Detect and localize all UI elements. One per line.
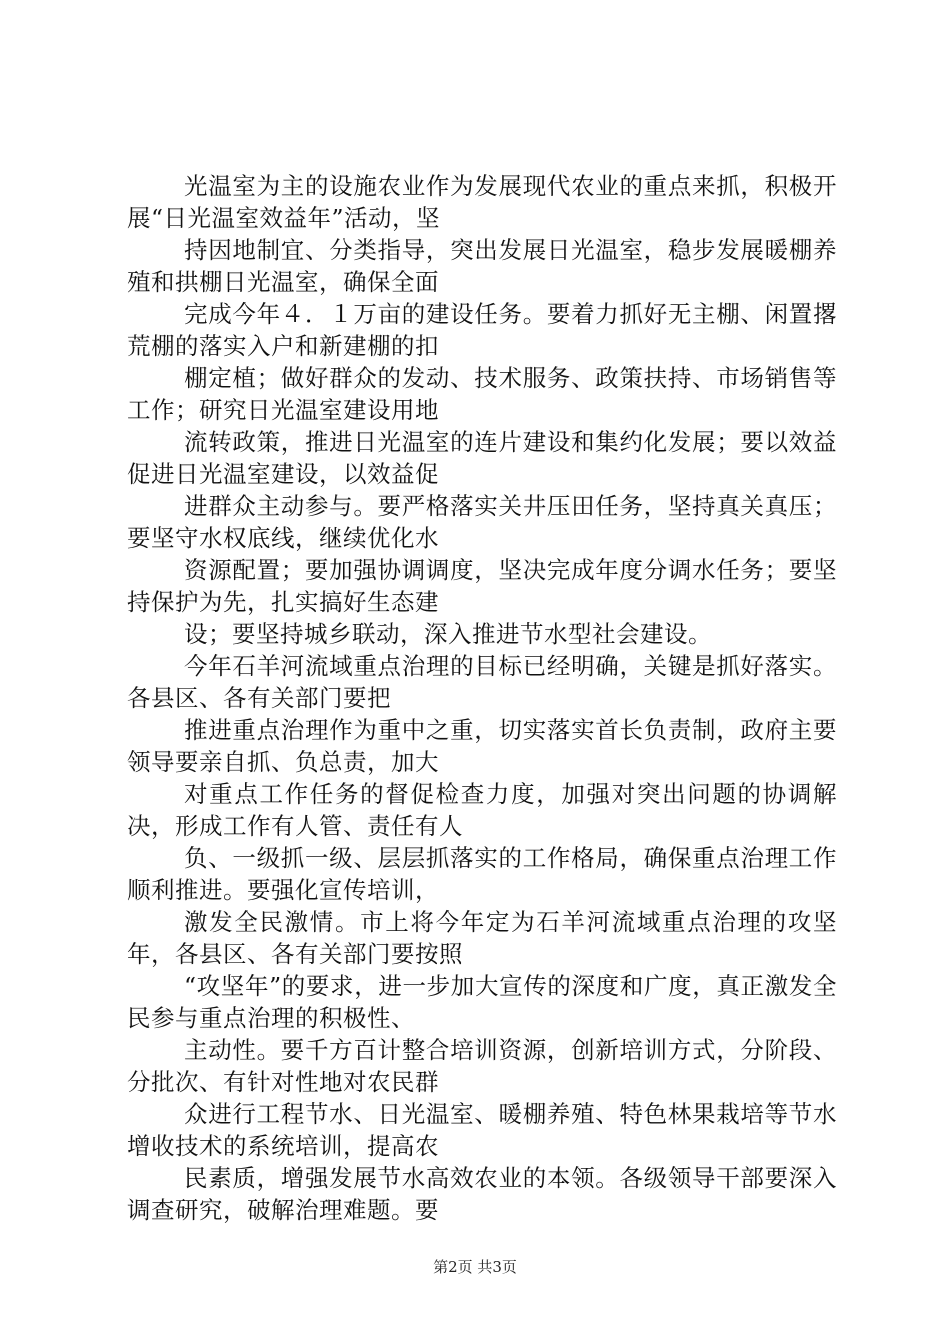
paragraph: 激发全民激情。市上将今年定为石羊河流域重点治理的攻坚年，各县区、各有关部门要按照 [127, 908, 837, 968]
paragraph: 负、一级抓一级、层层抓落实的工作格局，确保重点治理工作顺利推进。要强化宣传培训， [127, 844, 837, 904]
paragraph: 进群众主动参与。要严格落实关井压田任务，坚持真关真压；要坚守水权底线，继续优化水 [127, 492, 837, 552]
paragraph: 众进行工程节水、日光温室、暖棚养殖、特色林果栽培等节水增收技术的系统培训，提高农 [127, 1100, 837, 1160]
page-footer: 第2页 共3页 [433, 1258, 517, 1276]
paragraph: 光温室为主的设施农业作为发展现代农业的重点来抓，积极开展“日光温室效益年”活动，坚 [127, 172, 837, 232]
paragraph: 设；要坚持城乡联动，深入推进节水型社会建设。 [184, 620, 712, 648]
document-body [127, 170, 837, 1226]
paragraph: 流转政策，推进日光温室的连片建设和集约化发展；要以效益促进日光温室建设，以效益促 [127, 428, 837, 488]
paragraph: 完成今年４．１万亩的建设任务。要着力抓好无主棚、闲置撂荒棚的落实入户和新建棚的扣 [127, 300, 837, 360]
paragraph: 资源配置；要加强协调调度，坚决完成年度分调水任务；要坚持保护为先，扎实搞好生态建 [127, 556, 837, 616]
paragraph: 对重点工作任务的督促检查力度，加强对突出问题的协调解决，形成工作有人管、责任有人 [127, 780, 837, 840]
paragraph: 民素质，增强发展节水高效农业的本领。各级领导干部要深入调查研究，破解治理难题。要 [127, 1164, 837, 1224]
paragraph: 棚定植；做好群众的发动、技术服务、政策扶持、市场销售等工作；研究日光温室建设用地 [127, 364, 837, 424]
paragraph: 持因地制宜、分类指导，突出发展日光温室，稳步发展暖棚养殖和拱棚日光温室，确保全面 [127, 236, 837, 296]
paragraph: 推进重点治理作为重中之重，切实落实首长负责制，政府主要领导要亲自抓、负总责，加大 [127, 716, 837, 776]
paragraph: 主动性。要千方百计整合培训资源，创新培训方式，分阶段、分批次、有针对性地对农民群 [127, 1036, 837, 1096]
paragraph: “攻坚年”的要求，进一步加大宣传的深度和广度，真正激发全民参与重点治理的积极性、 [127, 972, 837, 1032]
paragraph: 今年石羊河流域重点治理的目标已经明确，关键是抓好落实。各县区、各有关部门要把 [127, 652, 837, 712]
